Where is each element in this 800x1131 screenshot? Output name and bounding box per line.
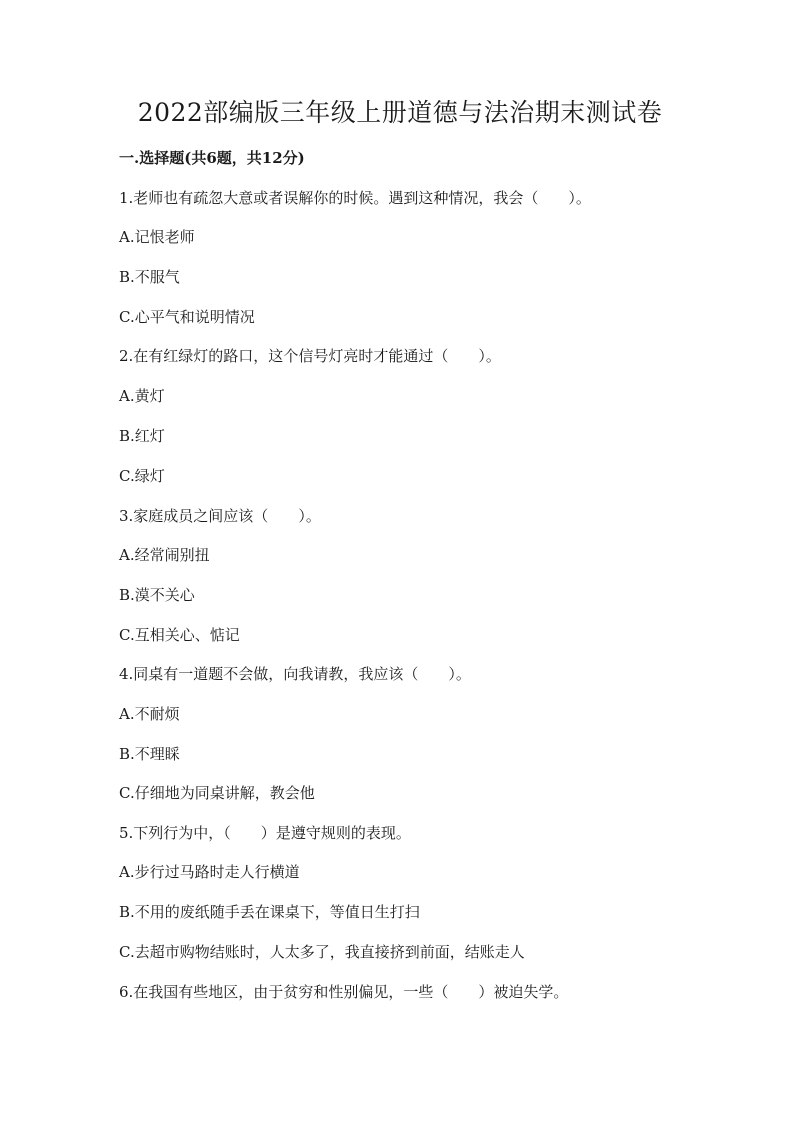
question-2-option-a: A.黄灯 (119, 387, 165, 405)
section-heading: 一.选择题(共6题，共12分) (119, 149, 305, 167)
question-1-option-b: B.不服气 (119, 268, 180, 286)
question-1-option-a: A.记恨老师 (119, 228, 195, 246)
question-3-stem: 3.家庭成员之间应该（ ）。 (119, 507, 321, 525)
question-2-option-c: C.绿灯 (119, 467, 165, 485)
question-4-option-a: A.不耐烦 (119, 705, 180, 723)
question-5-option-c: C.去超市购物结账时，人太多了，我直接挤到前面，结账走人 (119, 943, 525, 961)
question-1-stem: 1.老师也有疏忽大意或者误解你的时候。遇到这种情况，我会（ ）。 (119, 189, 591, 207)
question-4-stem: 4.同桌有一道题不会做，向我请教，我应该（ ）。 (119, 665, 471, 683)
question-1-option-c: C.心平气和说明情况 (119, 308, 255, 326)
question-2-stem: 2.在有红绿灯的路口，这个信号灯亮时才能通过（ ）。 (119, 347, 501, 365)
question-3-option-a: A.经常闹别扭 (119, 546, 210, 564)
page-title: 2022部编版三年级上册道德与法治期末测试卷 (137, 98, 663, 127)
question-3-option-c: C.互相关心、惦记 (119, 626, 240, 644)
question-6-stem: 6.在我国有些地区，由于贫穷和性别偏见，一些（ ）被迫失学。 (119, 983, 569, 1001)
question-5-option-b: B.不用的废纸随手丢在课桌下，等值日生打扫 (119, 903, 420, 921)
question-2-option-b: B.红灯 (119, 427, 165, 445)
question-5-option-a: A.步行过马路时走人行横道 (119, 863, 300, 881)
question-5-stem: 5.下列行为中，（ ）是遵守规则的表现。 (119, 824, 411, 842)
question-4-option-c: C.仔细地为同桌讲解，教会他 (119, 784, 315, 802)
question-3-option-b: B.漠不关心 (119, 586, 195, 604)
question-4-option-b: B.不理睬 (119, 745, 180, 763)
